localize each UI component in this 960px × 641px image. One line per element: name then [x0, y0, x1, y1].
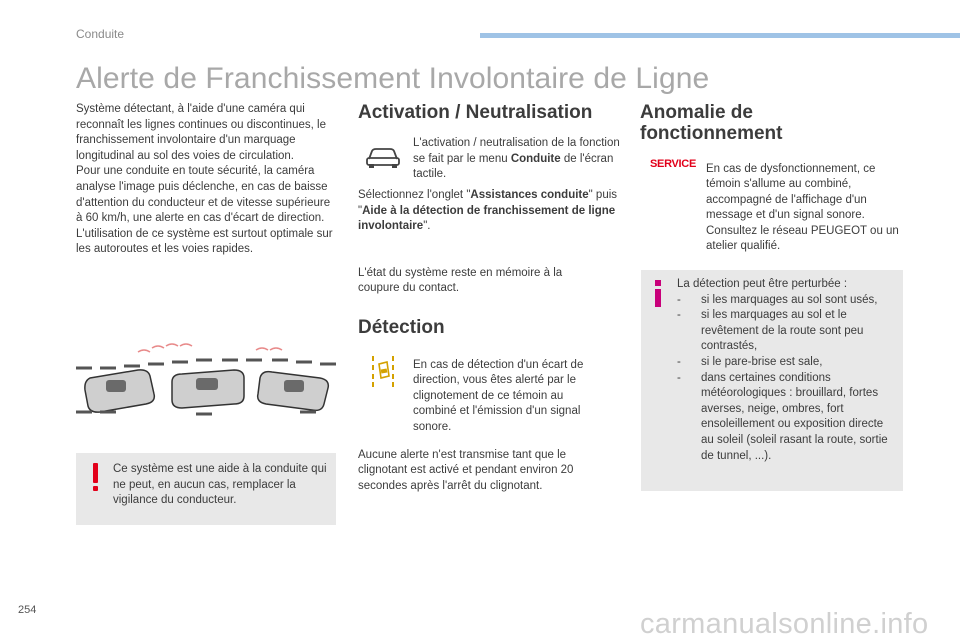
page-title: Alerte de Franchissement Involontaire de Ligne	[76, 62, 710, 95]
intro-paragraph-3: L'utilisation de ce système est surtout optimale sur les autoroutes et les voies rapides.	[76, 227, 333, 256]
activation-heading: Activation / Neutralisation	[358, 102, 593, 123]
intro-paragraph-2: Pour une conduite en toute sécurité, la caméra analyse l'image puis déclenche, en cas de baisse d'attention du conducteur et de vitesse supérieure à 60 km/h, une alerte en cas d'écart de direction.	[76, 165, 331, 225]
detection-paragraph-1: En cas de détection d'un écart de direction, vous êtes alerté par le clignotement de ce témoin au combiné et l'émission d'un signal sonore.	[413, 358, 584, 433]
info-box	[641, 270, 903, 491]
lane-departure-icon	[371, 354, 395, 388]
info-icon	[654, 280, 662, 308]
list-item: - dans certaines conditions météorologiques : brouillard, fortes averses, neige, ombres, fort ensoleillement ou exposition directe au soleil (soleil rasant la route, sortie de tunnel, ...).	[677, 371, 888, 462]
activation-paragraph-3: L'état du système reste en mémoire à la coupure du contact.	[358, 266, 563, 295]
activation-paragraph-2: Sélectionnez l'onglet "Assistances conduite" puis "Aide à la détection de franchissement de ligne involontaire".	[358, 189, 618, 233]
info-list	[677, 293, 899, 465]
service-warning-icon: SERVICE	[650, 158, 696, 170]
list-item: - si le pare-brise est sale,	[677, 355, 823, 368]
header-rule	[480, 33, 960, 38]
lane-departure-illustration	[76, 336, 338, 416]
anomaly-paragraph: En cas de dysfonctionnement, ce témoin s'allume au combiné, accompagné de l'affichage d'un message et d'un signal sonore. Consultez le réseau PEUGEOT ou un atelier qualifié.	[706, 162, 899, 253]
activation-paragraph-1: L'activation / neutralisation de la fonction se fait par le menu Conduite de l'écran tactile.	[413, 137, 620, 181]
tab-name-assistances: Assistances conduite	[470, 189, 589, 201]
detection-paragraph-2: Aucune alerte n'est transmise tant que le clignotant est activé et pendant environ 20 secondes après l'arrêt du clignotant.	[358, 448, 574, 492]
page-number: 254	[18, 604, 37, 616]
detection-heading: Détection	[358, 317, 445, 338]
car-outline-icon	[366, 145, 400, 169]
intro-text	[76, 102, 338, 258]
anomaly-heading: Anomalie de fonctionnement	[640, 102, 783, 144]
warning-box	[76, 453, 336, 525]
option-name-lane-detection: Aide à la détection de franchissement de ligne involontaire	[358, 204, 616, 233]
section-label: Conduite	[76, 27, 125, 41]
exclamation-icon	[88, 463, 102, 493]
watermark: carmanualsonline.info	[640, 608, 929, 640]
menu-name-conduite: Conduite	[510, 152, 561, 165]
info-intro: La détection peut être perturbée :	[677, 278, 848, 290]
warning-text: Ce système est une aide à la conduite qui ne peut, en aucun cas, remplacer la vigilance du conducteur.	[113, 463, 327, 507]
list-item: - si les marquages au sol et le revêtement de la route sont peu contrastés,	[677, 309, 864, 353]
list-item: - si les marquages au sol sont usés,	[677, 293, 878, 306]
intro-paragraph-1: Système détectant, à l'aide d'une caméra qui reconnaît les lignes continues ou discontinues, le franchissement involontaire d'un marquage longitudinal au sol des voies de circulation.	[76, 103, 326, 162]
